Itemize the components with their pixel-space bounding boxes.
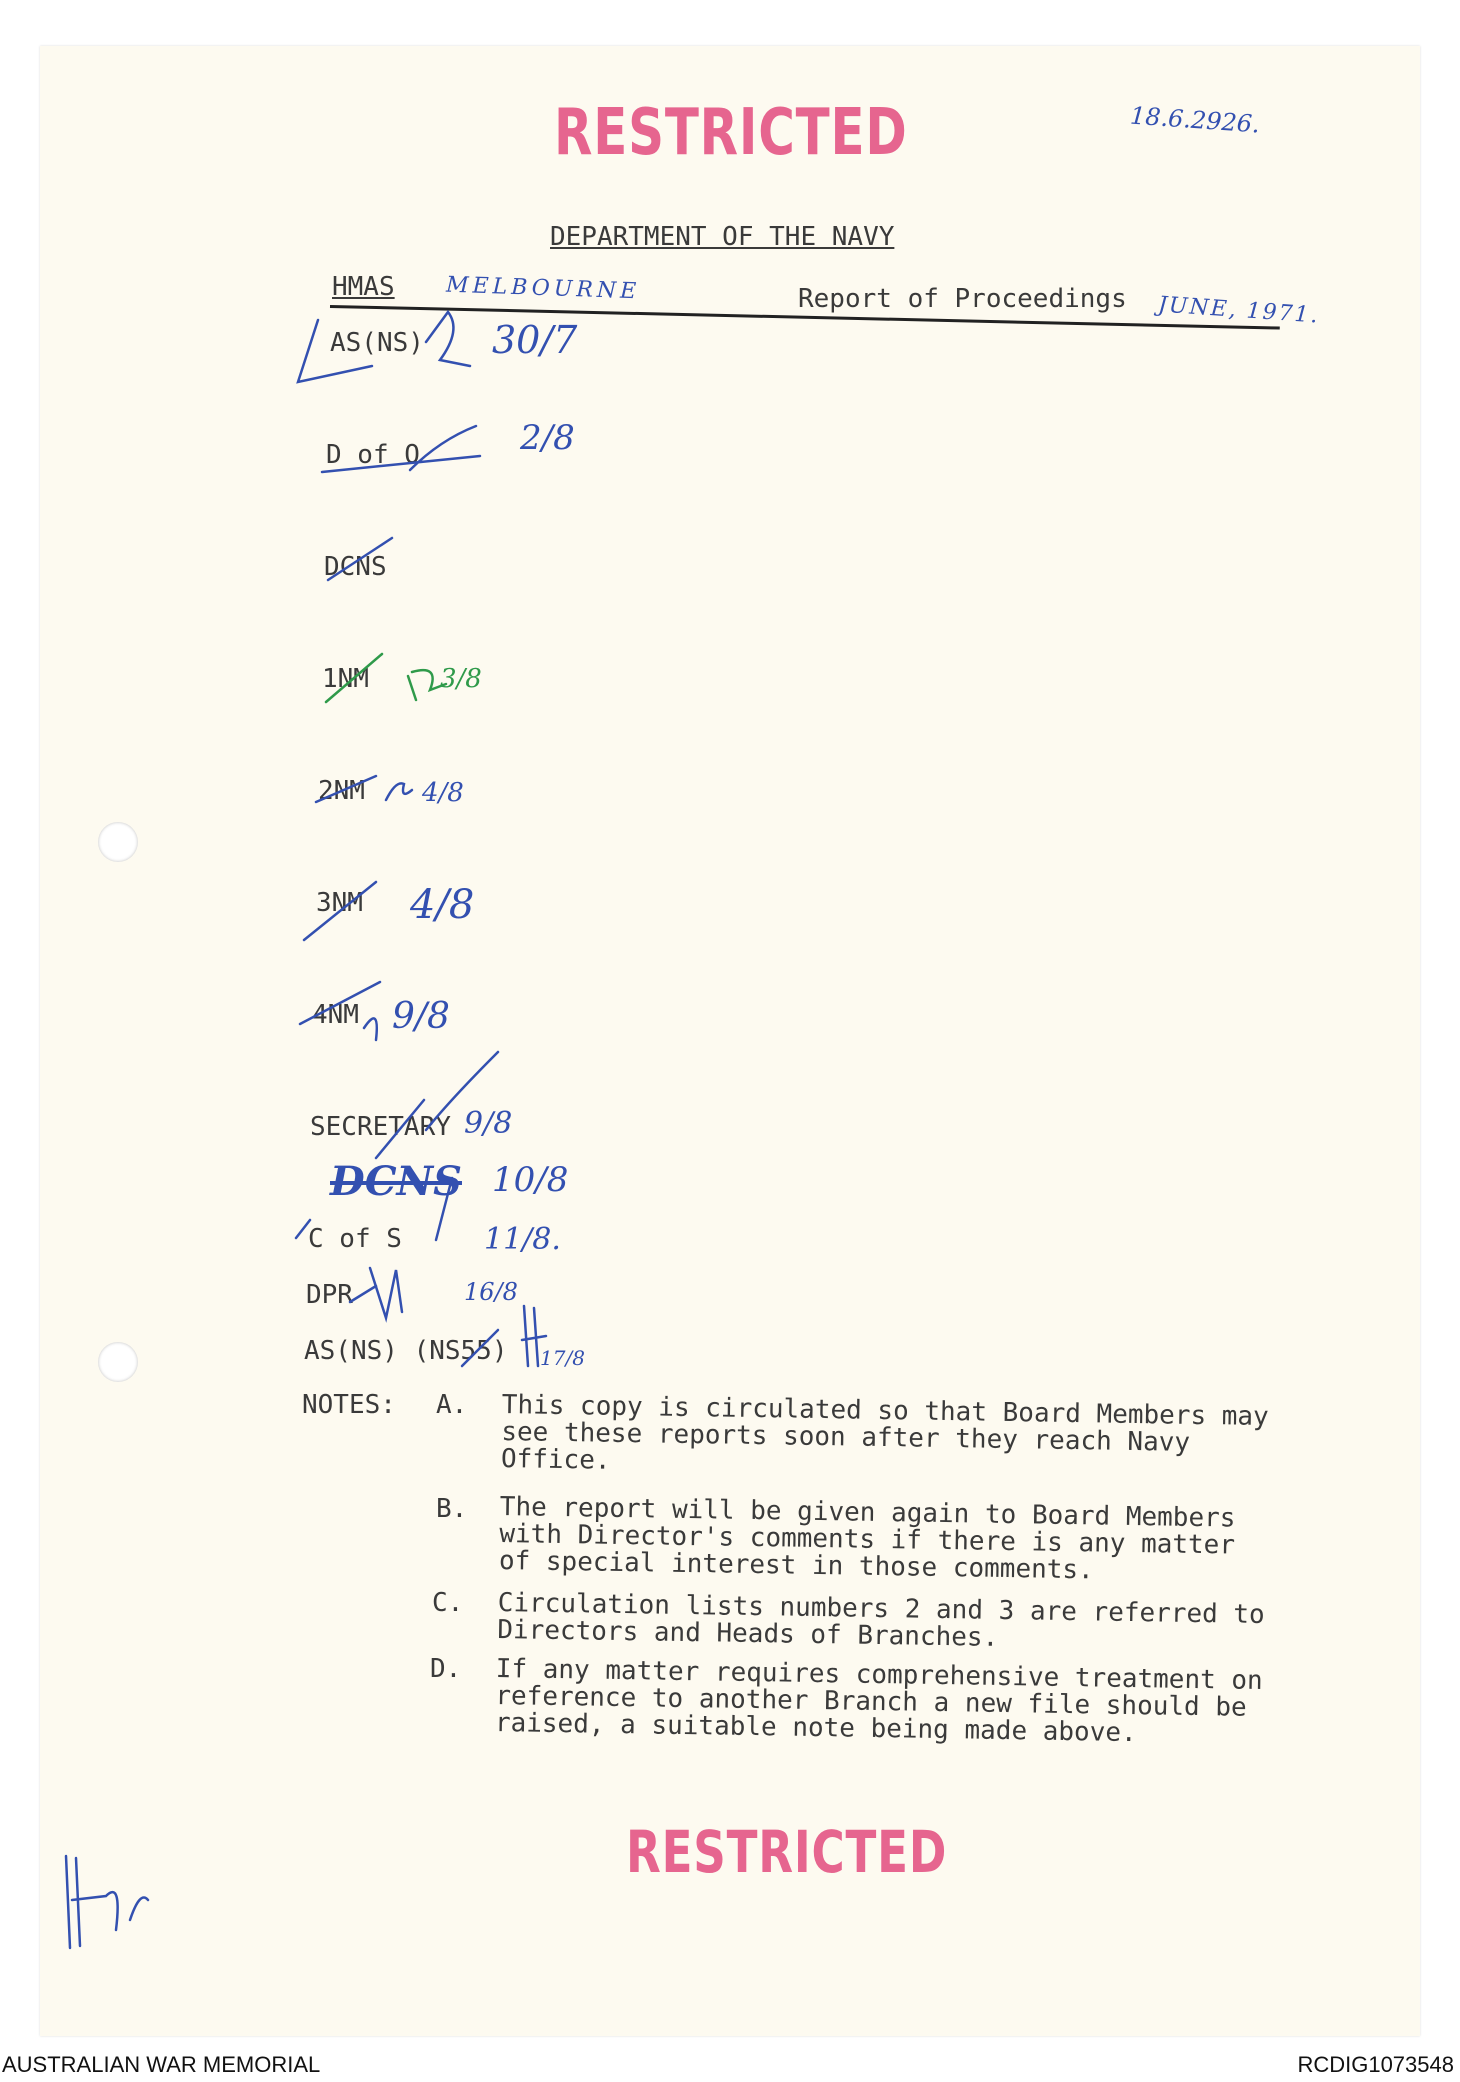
note-d-letter: D. xyxy=(430,1654,462,1684)
routing-dcns: DCNS xyxy=(324,552,387,582)
handwritten-initial-asns: 17/8 xyxy=(540,1346,585,1370)
note-b-text: The report will be given again to Board Members with Director's comments if there is any matter of special interest in those comments. xyxy=(498,1492,1236,1586)
routing-2nm: 2NM xyxy=(318,776,365,806)
handwritten-date: 18.6.2926. xyxy=(1129,101,1261,139)
restricted-stamp-bottom: RESTRICTED xyxy=(626,1818,948,1886)
routing-4nm: 4NM xyxy=(312,1000,359,1030)
handwritten-month: JUNE, 1971. xyxy=(1157,292,1321,329)
routing-c-of-s: C of S xyxy=(308,1224,402,1254)
hmas-label: HMAS xyxy=(332,272,395,302)
routing-dpr: DPR xyxy=(306,1280,353,1310)
report-label: Report of Proceedings xyxy=(798,284,1127,314)
routing-as-ns-ns55: AS(NS) (NS55) xyxy=(304,1336,508,1366)
note-a-letter: A. xyxy=(436,1390,468,1420)
handwritten-initial-cofs: 11/8. xyxy=(484,1222,561,1257)
handwritten-initial-1nm: 3/8 xyxy=(440,664,482,694)
routing-d-of-o: D of O xyxy=(326,440,420,470)
footer-record-id: RCDIG1073548 xyxy=(1297,2052,1454,2077)
note-b-letter: B. xyxy=(436,1494,468,1524)
handwritten-initial-dofo: 2/8 xyxy=(520,418,575,458)
note-c-letter: C. xyxy=(432,1588,464,1618)
notes-label: NOTES: xyxy=(302,1390,396,1420)
note-d-text: If any matter requires comprehensive treatment on reference to another Branch a new file should be raised, a suitable note being made above. xyxy=(494,1654,1263,1749)
handwritten-initial-dpr: 16/8 xyxy=(464,1278,518,1306)
handwritten-initial-2nm: 4/8 xyxy=(422,778,464,808)
handwritten-initial-secretary: 9/8 xyxy=(464,1106,513,1141)
handwritten-ship-name: MELBOURNE xyxy=(445,272,641,305)
handwritten-initial-dcns: 10/8 xyxy=(492,1160,569,1200)
handwritten-initial-3nm: 4/8 xyxy=(410,882,475,928)
department-title: DEPARTMENT OF THE NAVY xyxy=(550,222,895,252)
restricted-stamp-top: RESTRICTED xyxy=(554,96,908,170)
routing-1nm: 1NM xyxy=(322,664,369,694)
routing-as-ns: AS(NS) xyxy=(330,328,424,358)
handwritten-initial-as: 30/7 xyxy=(492,318,578,362)
handwritten-dcns: DCNS xyxy=(330,1158,462,1205)
note-a-text: This copy is circulated so that Board Members may see these reports soon after they reach Navy Office. xyxy=(500,1390,1269,1476)
routing-secretary: SECRETARY xyxy=(310,1112,451,1142)
note-c-text: Circulation lists numbers 2 and 3 are referred to Directors and Heads of Branches. xyxy=(497,1588,1265,1653)
footer-archive-name: AUSTRALIAN WAR MEMORIAL xyxy=(2,2052,321,2077)
handwritten-initial-4nm: 9/8 xyxy=(392,996,450,1037)
routing-3nm: 3NM xyxy=(316,888,363,918)
